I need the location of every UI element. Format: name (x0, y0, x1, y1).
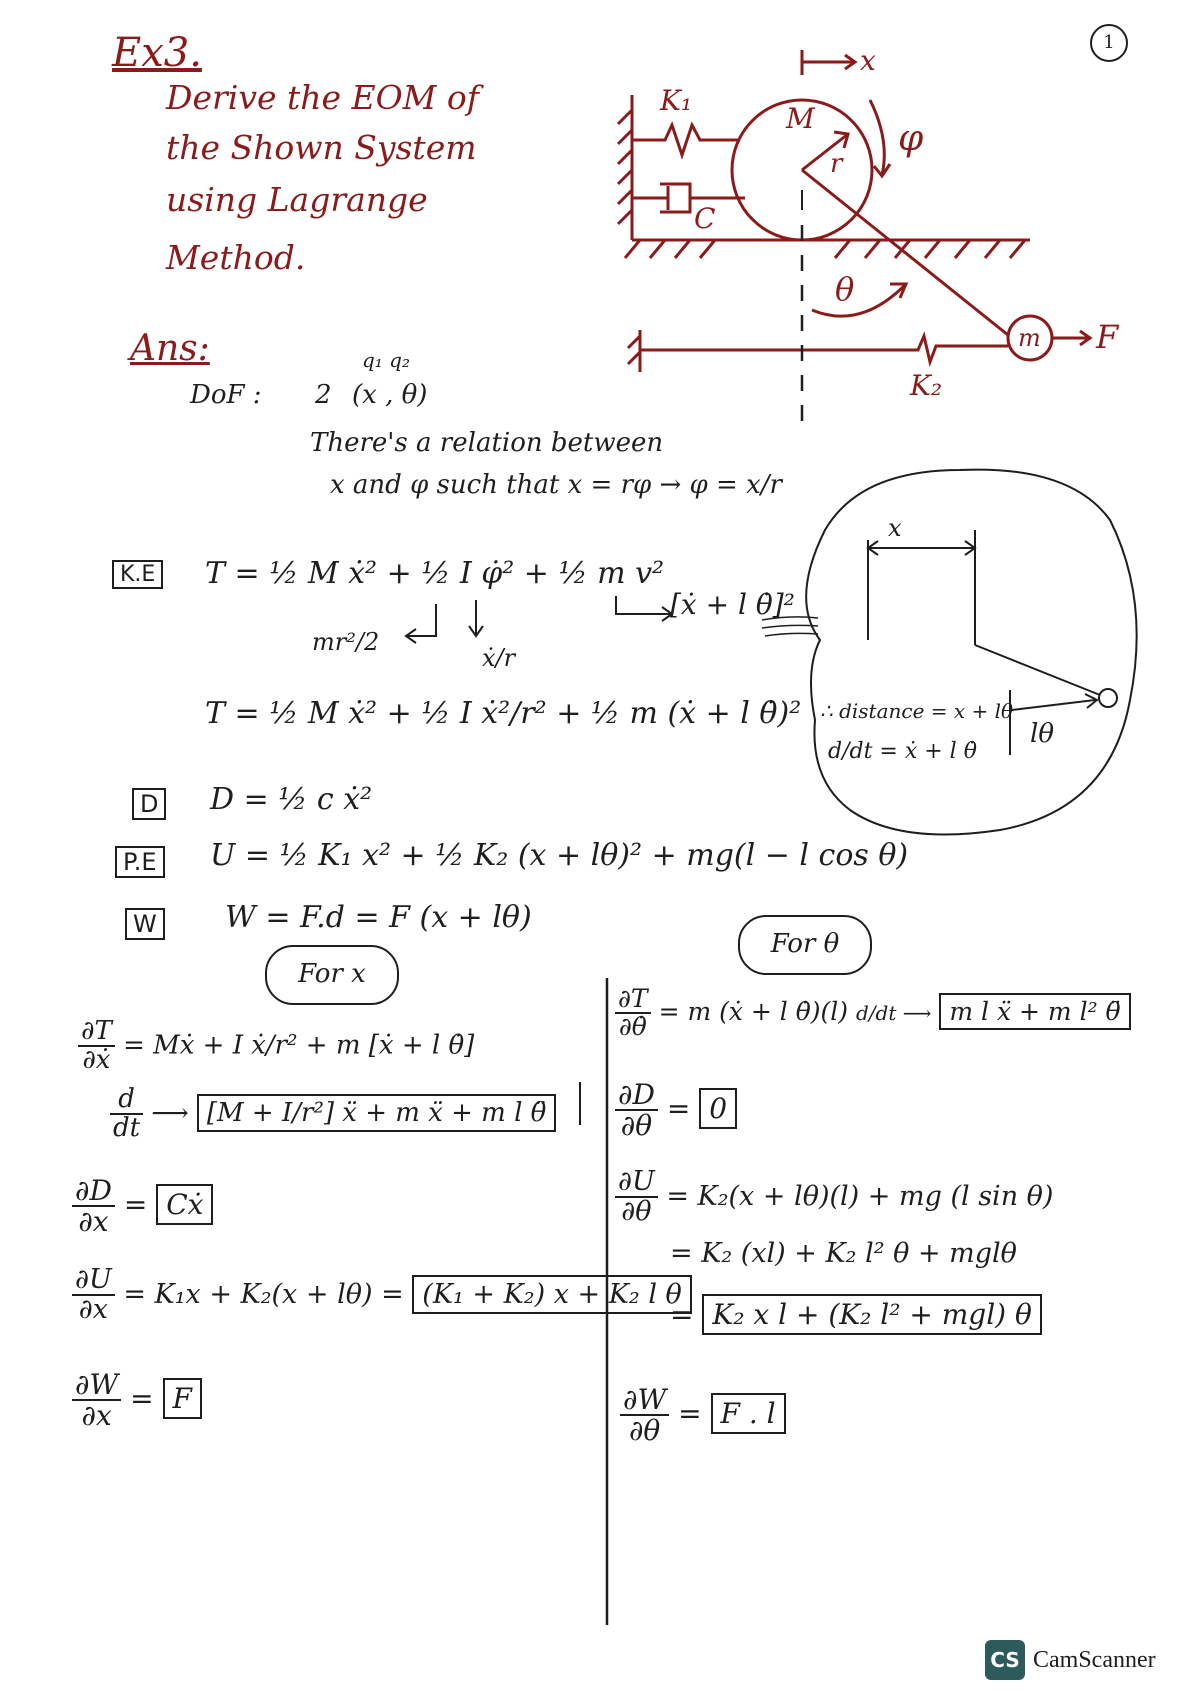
pe-tag: P.E (115, 848, 165, 876)
camscanner-logo-icon: CS (985, 1640, 1025, 1680)
dT-dthetadot: $\frac{\partial T}{\partial\thetȧ}$ = m (ẋ + l θ̇)(l) d/dt ⟶ m l ẍ + m l² θ̈ (615, 986, 1131, 1041)
inset-distance: ∴ distance = x + lθ (820, 699, 1014, 723)
for-theta-title: For θ (738, 915, 872, 975)
task-line-2: the Shown System (166, 128, 477, 167)
ke-note-phi: ẋ/r (482, 644, 516, 672)
ke-tag: K.E (112, 562, 163, 587)
for-x-title: For x (265, 945, 399, 1005)
label-phi: φ (898, 118, 924, 159)
w-tag: W (125, 910, 165, 938)
dU-dtheta-line-2: = K₂ (xl) + K₂ l² θ + mglθ (670, 1238, 1017, 1269)
relation-line-2: x and φ such that x = rφ → φ = x/r (330, 470, 782, 500)
dU-dtheta-result: K₂ x l + (K₂ l² + mgl) θ (702, 1294, 1041, 1335)
ke-note-I: mr²/2 (312, 628, 380, 656)
exercise-title: Ex3. (112, 30, 202, 76)
label-c: C (694, 202, 716, 235)
dU-dtheta: $\frac{\partial U}{\partial\theta}$ = K₂(x + lθ)(l) + mg (l sin θ) (615, 1168, 1053, 1227)
pe-equation: U = ½ K₁ x² + ½ K₂ (x + lθ)² + mg(l − l cos θ) (210, 838, 909, 873)
inset-derivative: d/dt = ẋ + l θ̇ (828, 739, 977, 764)
dU-dx-result: (K₁ + K₂) x + K₂ l θ (412, 1275, 692, 1314)
relation-line-1: There's a relation between (310, 428, 664, 458)
inset-l-theta: lθ (1030, 719, 1054, 749)
dof-label: DoF : (190, 380, 262, 410)
camscanner-brand: CamScanner (1033, 1646, 1156, 1673)
gen-coords: (x , θ) (352, 380, 428, 410)
dD-dtheta: $\frac{\partial D}{\partial\theta}$ = 0 (615, 1080, 737, 1141)
work-equation: W = F.d = F (x + lθ) (225, 900, 532, 935)
dD-dx-result: Cẋ (156, 1184, 213, 1225)
task-line-1: Derive the EOM of (166, 78, 480, 117)
inset-x-label: x (888, 514, 902, 542)
dW-dtheta-result: F . l (711, 1393, 786, 1434)
label-F: F (1096, 318, 1119, 356)
d-tag: D (132, 790, 166, 818)
ddt-x-result: [M + I/r²] ẍ + m ẍ + m l θ̈ (197, 1094, 556, 1132)
answer-heading: Ans: (130, 328, 210, 369)
dT-dthetadot-result: m l ẍ + m l² θ̈ (939, 993, 1130, 1030)
ddt-x-row: $\frac{d}{dt}$ ⟶ [M + I/r²] ẍ + m ẍ + m l θ̈ (110, 1086, 556, 1143)
dissipation-equation: D = ½ c ẋ² (210, 782, 373, 817)
gen-coords-top: q₁ q₂ (362, 348, 410, 372)
page-number: 1 (1090, 24, 1128, 62)
dW-dx: $\frac{\partial W}{\partial x}$ = F (72, 1370, 202, 1431)
task-line-4: Method. (166, 238, 306, 277)
ke-equation-1: T = ½ M ẋ² + ½ I φ̇² + ½ m v² (205, 556, 665, 591)
label-m: m (1018, 324, 1041, 352)
dD-dx: $\frac{\partial D}{\partial x}$ = Cẋ (72, 1176, 213, 1237)
camscanner-badge (985, 1640, 1156, 1680)
label-theta: θ (835, 270, 855, 308)
ke-note-v: [ẋ + l θ̇]² (670, 588, 795, 621)
dU-dtheta-line-3: = K₂ x l + (K₂ l² + mgl) θ (670, 1298, 1042, 1331)
dW-dx-result: F (163, 1378, 202, 1419)
label-k1: K₁ (660, 84, 693, 117)
label-r: r (830, 149, 843, 179)
label-k2: K₂ (910, 369, 943, 402)
dof-value: 2 (315, 380, 332, 410)
dW-dtheta: $\frac{\partial W}{\partial\theta}$ = F . l (620, 1385, 786, 1446)
dT-dxdot: $\frac{\partial T}{\text{∂ẋ}}$ = Mẋ + I ẋ/r² + m [ẋ + l θ̇] (78, 1018, 474, 1075)
dD-dtheta-result: 0 (699, 1088, 737, 1129)
dU-dx: $\frac{\partial U}{\partial x}$ = K₁x + K₂(x + lθ) = (K₁ + K₂) x + K₂ l θ (72, 1266, 692, 1325)
ke-equation-2: T = ½ M ẋ² + ½ I ẋ²/r² + ½ m (ẋ + l θ̇)² (205, 696, 802, 731)
label-M: M (786, 102, 815, 135)
label-x: x (860, 44, 876, 77)
task-line-3: using Lagrange (166, 180, 428, 219)
